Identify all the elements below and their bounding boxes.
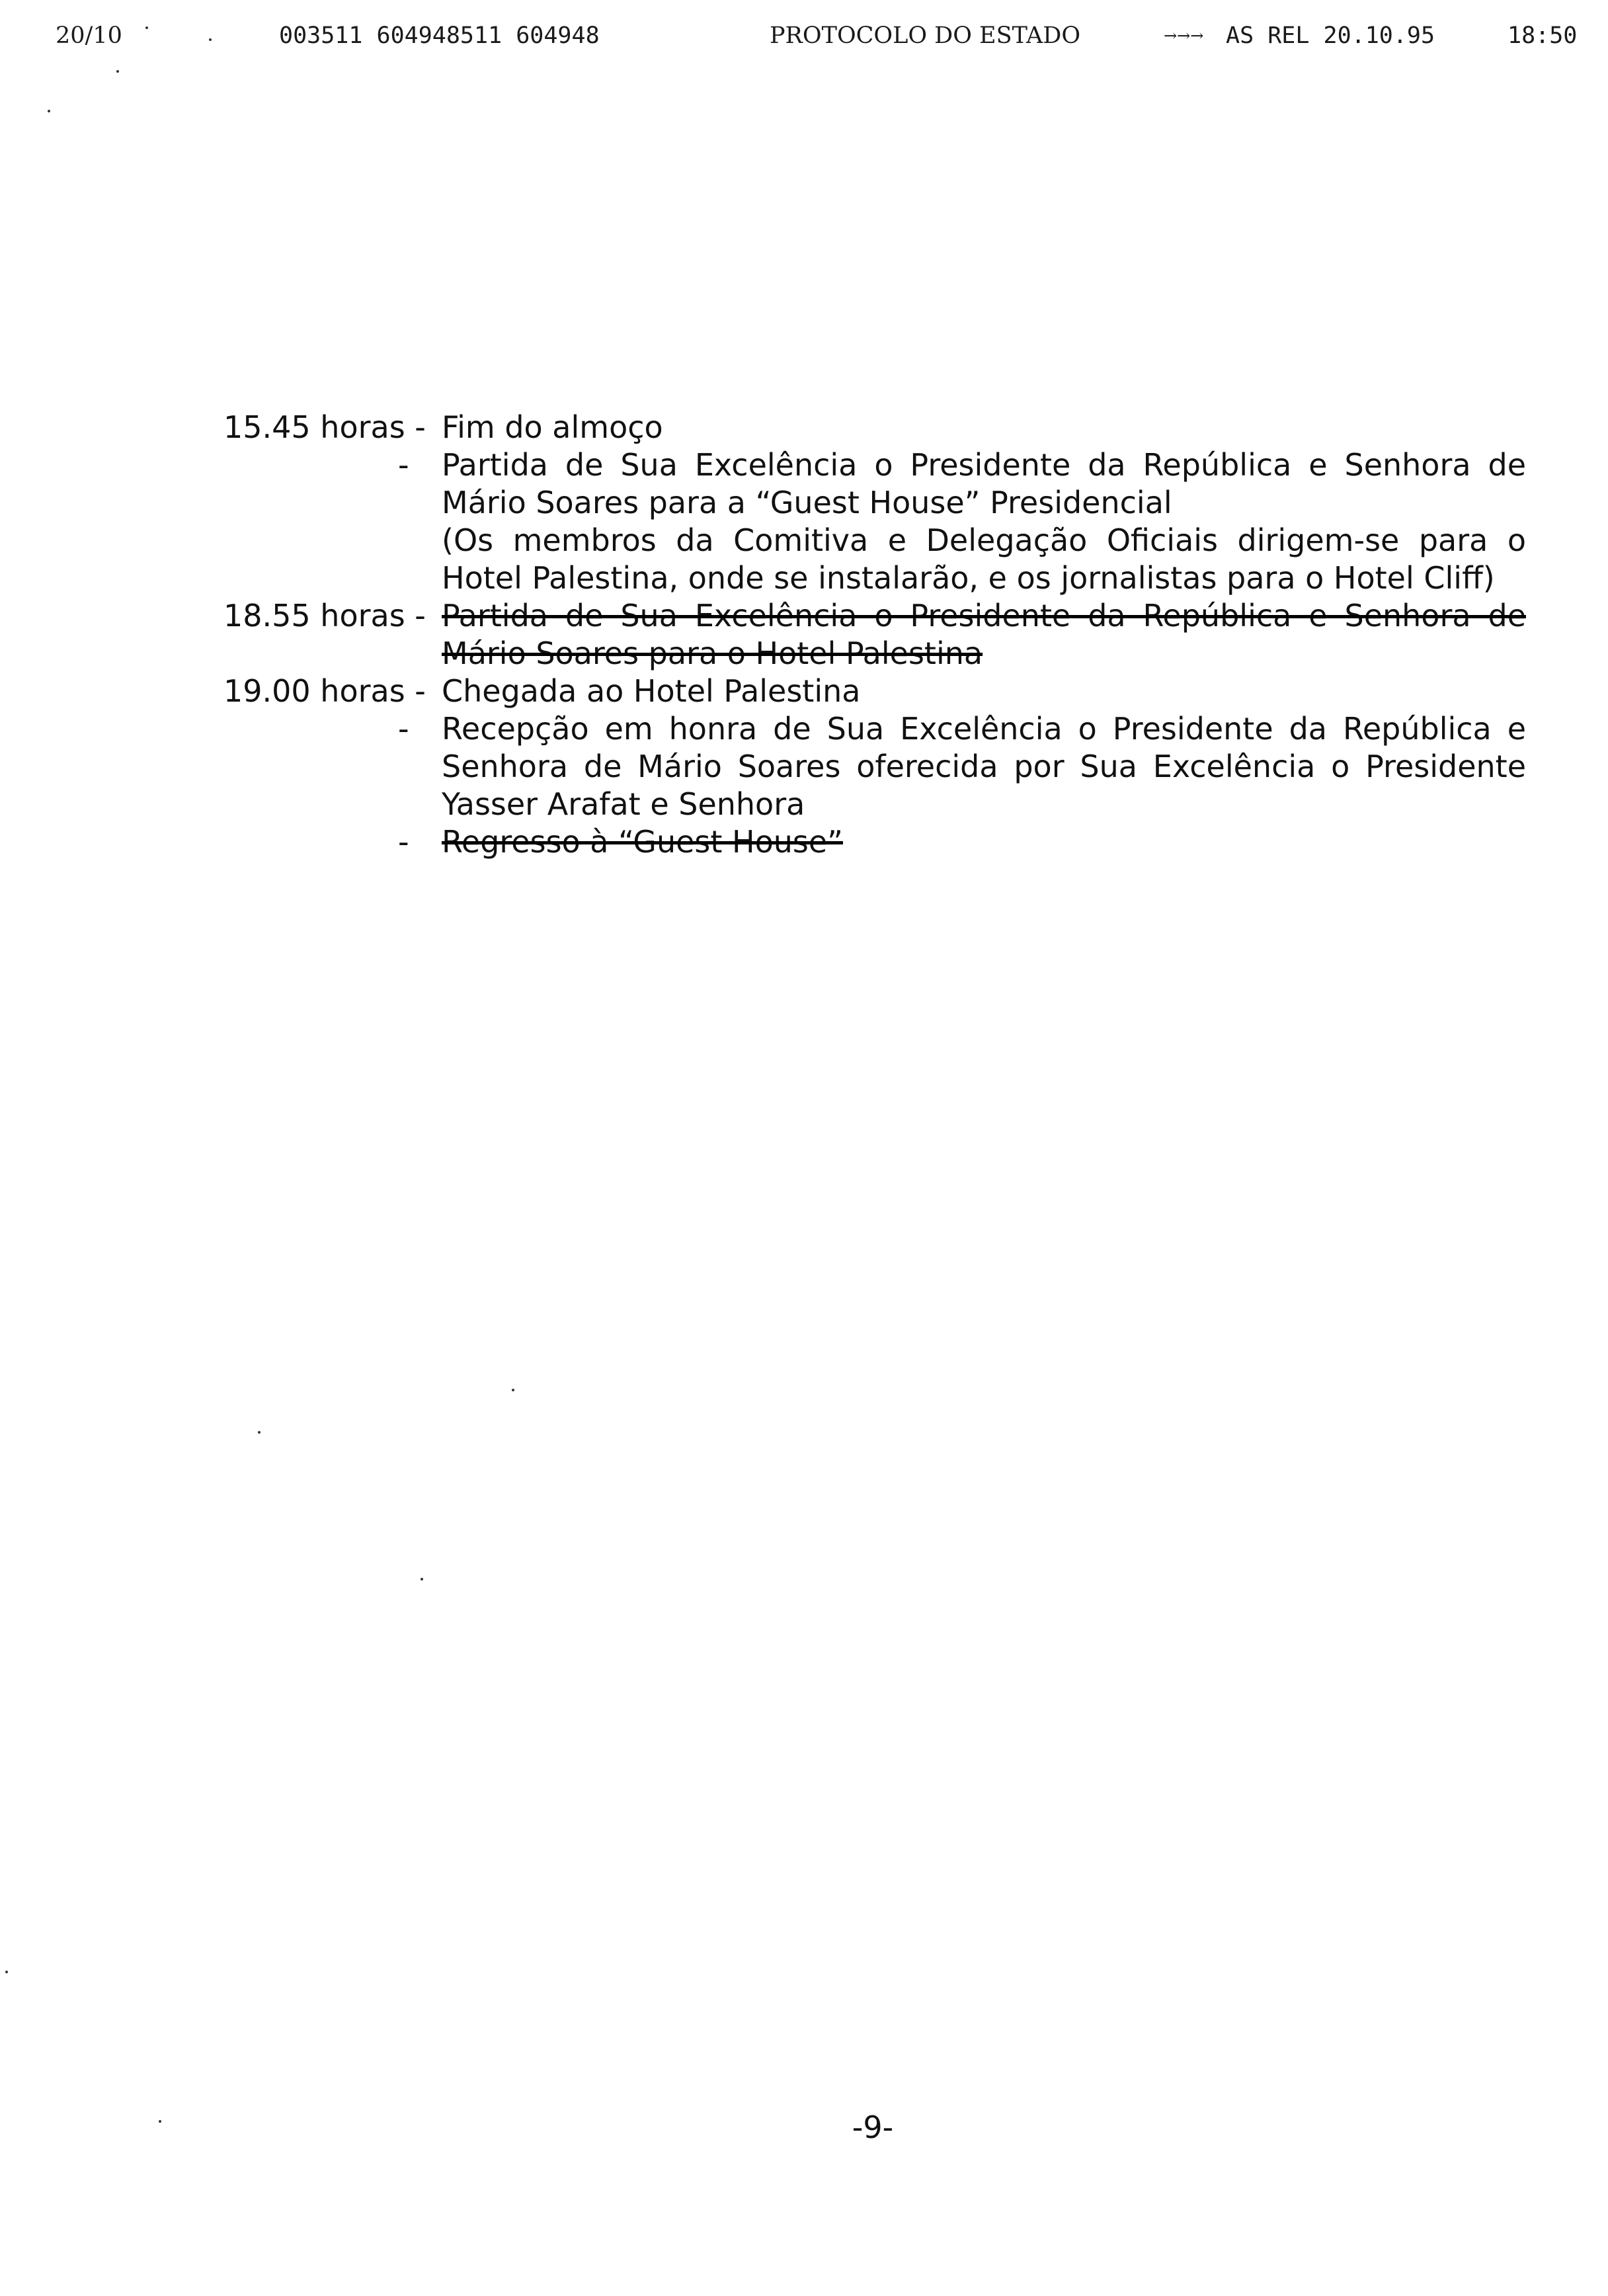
struck-text: Regresso à “Guest House” [442, 824, 844, 860]
scan-speck [145, 26, 148, 29]
page-number: -9- [852, 2110, 894, 2145]
scan-speck [116, 70, 119, 73]
time-block [223, 597, 1526, 673]
schedule-entry [442, 673, 1526, 710]
time-block [223, 409, 1526, 597]
entry-list [442, 597, 1526, 673]
schedule-entry [442, 597, 1526, 673]
fax-sender: PROTOCOLO DO ESTADO [770, 22, 1081, 49]
time-label: 15.45 horas - [223, 409, 426, 445]
entry-dash: - [398, 711, 409, 747]
fax-arrows: →→→ [1164, 26, 1204, 45]
entry-dash: - [398, 447, 409, 483]
scan-speck [5, 1971, 8, 1973]
fax-numbers: 003511 604948511 604948 [279, 22, 600, 49]
entry-note: (Os membros da Comitiva e Delegação Oficiais dirigem-se para o Hotel Palestina, onde se instalarão, e os jornalistas para o Hotel Cliff) [442, 522, 1526, 596]
schedule-entry [442, 522, 1526, 597]
entry-dash: - [398, 824, 409, 860]
time-block [223, 673, 1526, 861]
entry-text: Partida de Sua Excelência o Presidente da República e Senhora de Mário Soares para a “Guest House” Presidencial [442, 447, 1526, 520]
scan-speck [512, 1389, 514, 1391]
struck-entry-text: Partida de Sua Excelência o Presidente da República e Senhora de Mário Soares para o Hotel Palestina [442, 598, 1526, 671]
schedule [223, 409, 1526, 861]
time-label: 19.00 horas - [223, 673, 426, 709]
schedule-entry [398, 823, 1526, 861]
fax-time: 18:50 [1508, 22, 1578, 49]
time-label: 18.55 horas - [223, 598, 426, 634]
schedule-entry [442, 409, 1526, 446]
entry-list [398, 409, 1526, 597]
scan-speck [421, 1578, 423, 1580]
scan-speck [48, 110, 50, 112]
entry-text: Chegada ao Hotel Palestina [442, 673, 861, 709]
scan-speck [209, 38, 212, 41]
fax-recipient: AS REL 20.10.95 [1226, 22, 1435, 49]
struck-entry-text [442, 823, 1526, 861]
fax-date: 20/10 [56, 22, 122, 49]
schedule-entry [398, 710, 1526, 823]
scan-speck [258, 1431, 261, 1434]
schedule-entry [398, 446, 1526, 522]
entry-text: Fim do almoço [442, 409, 663, 445]
fax-header [56, 22, 1603, 56]
entry-list [398, 673, 1526, 861]
entry-text: Recepção em honra de Sua Excelência o Presidente da República e Senhora de Mário Soares oferecida por Sua Excelência o Presidente Yasser Arafat e Senhora [442, 711, 1526, 822]
